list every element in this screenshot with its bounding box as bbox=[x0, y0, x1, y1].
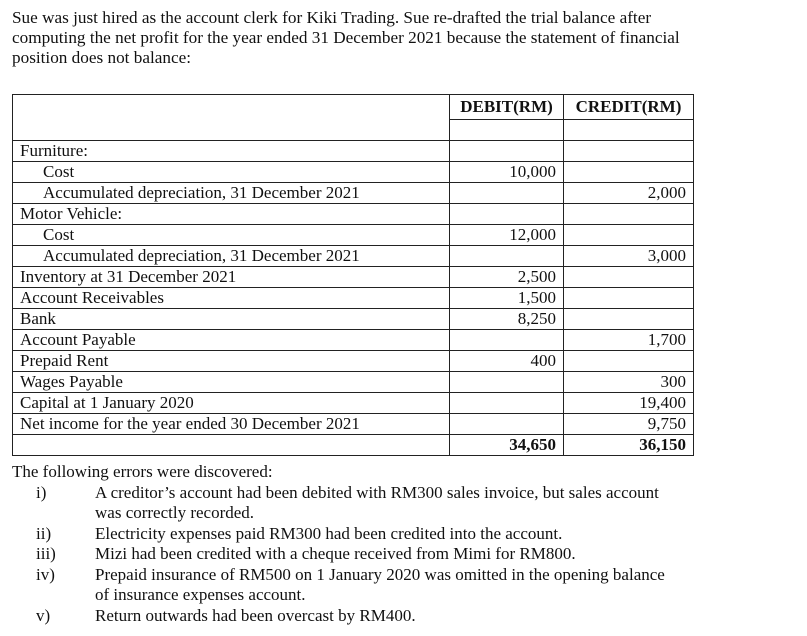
error-number: ii) bbox=[36, 523, 52, 543]
error-number: v) bbox=[36, 605, 51, 625]
table-row bbox=[13, 288, 694, 309]
error-text: A creditor’s account had been debited with RM300 sales invoice, but sales account bbox=[95, 482, 659, 502]
row-label: Furniture: bbox=[13, 141, 450, 162]
row-credit: 9,750 bbox=[564, 414, 694, 435]
row-credit bbox=[564, 204, 694, 225]
row-label: Accumulated depreciation, 31 December 2021 bbox=[13, 246, 450, 267]
table-row bbox=[13, 162, 694, 183]
row-debit bbox=[450, 414, 564, 435]
intro-line: position does not balance: bbox=[12, 48, 192, 67]
table-row bbox=[13, 372, 694, 393]
row-debit: 2,500 bbox=[450, 267, 564, 288]
row-credit bbox=[564, 141, 694, 162]
totals-label bbox=[13, 435, 450, 456]
error-item bbox=[12, 606, 792, 627]
error-text: Mizi had been credited with a cheque received from Mimi for RM800. bbox=[95, 544, 576, 563]
row-credit: 300 bbox=[564, 372, 694, 393]
error-number: i) bbox=[36, 482, 47, 502]
row-debit: 1,500 bbox=[450, 288, 564, 309]
table-row bbox=[13, 393, 694, 414]
table-row bbox=[13, 351, 694, 372]
trial-balance-table bbox=[12, 94, 694, 456]
table-header-row bbox=[13, 95, 694, 120]
row-label: Bank bbox=[13, 309, 450, 330]
row-credit bbox=[564, 267, 694, 288]
row-debit bbox=[450, 246, 564, 267]
row-credit: 3,000 bbox=[564, 246, 694, 267]
row-credit: 1,700 bbox=[564, 330, 694, 351]
table-row bbox=[13, 414, 694, 435]
row-debit bbox=[450, 393, 564, 414]
row-label: Net income for the year ended 30 December 2021 bbox=[13, 414, 450, 435]
row-debit bbox=[450, 204, 564, 225]
error-item bbox=[12, 544, 792, 565]
row-debit: 12,000 bbox=[450, 225, 564, 246]
row-label: Cost bbox=[13, 162, 450, 183]
totals-row bbox=[13, 435, 694, 456]
errors-section bbox=[12, 462, 792, 626]
row-credit bbox=[564, 162, 694, 183]
row-label: Account Payable bbox=[13, 330, 450, 351]
row-debit: 10,000 bbox=[450, 162, 564, 183]
row-debit bbox=[450, 141, 564, 162]
error-text: Electricity expenses paid RM300 had been credited into the account. bbox=[95, 523, 563, 543]
intro-line: computing the net profit for the year ended 31 December 2021 because the statement of financial bbox=[12, 28, 680, 47]
row-label: Capital at 1 January 2020 bbox=[13, 393, 450, 414]
table-row bbox=[13, 267, 694, 288]
table-row bbox=[13, 246, 694, 267]
row-label: Cost bbox=[13, 225, 450, 246]
row-debit: 8,250 bbox=[450, 309, 564, 330]
error-item bbox=[12, 524, 792, 545]
table-row bbox=[13, 183, 694, 204]
row-credit bbox=[564, 309, 694, 330]
row-debit: 400 bbox=[450, 351, 564, 372]
row-label: Prepaid Rent bbox=[13, 351, 450, 372]
row-label: Accumulated depreciation, 31 December 2021 bbox=[13, 183, 450, 204]
row-credit: 2,000 bbox=[564, 183, 694, 204]
row-credit bbox=[564, 351, 694, 372]
label-header bbox=[13, 95, 450, 120]
table-row bbox=[13, 309, 694, 330]
row-credit bbox=[564, 288, 694, 309]
error-item bbox=[12, 565, 792, 606]
error-number: iv) bbox=[36, 564, 55, 584]
row-label: Inventory at 31 December 2021 bbox=[13, 267, 450, 288]
total-debit: 34,650 bbox=[450, 435, 564, 456]
error-item bbox=[12, 483, 792, 524]
table-row bbox=[13, 330, 694, 351]
error-number: iii) bbox=[36, 544, 56, 563]
row-label: Motor Vehicle: bbox=[13, 204, 450, 225]
credit-header: CREDIT(RM) bbox=[564, 95, 694, 120]
intro-line: Sue was just hired as the account clerk for Kiki Trading. Sue re-drafted the trial balance after bbox=[12, 8, 652, 27]
row-label: Account Receivables bbox=[13, 288, 450, 309]
table-row bbox=[13, 225, 694, 246]
debit-header: DEBIT(RM) bbox=[450, 95, 564, 120]
error-text: was correctly recorded. bbox=[95, 503, 255, 522]
row-debit bbox=[450, 330, 564, 351]
error-text: Prepaid insurance of RM500 on 1 January 2020 was omitted in the opening balance bbox=[95, 564, 665, 584]
table-row bbox=[13, 204, 694, 225]
error-text: of insurance expenses account. bbox=[95, 585, 306, 604]
row-label: Wages Payable bbox=[13, 372, 450, 393]
error-text: Return outwards had been overcast by RM400. bbox=[95, 605, 416, 625]
question-intro bbox=[12, 8, 752, 68]
spacer-row bbox=[13, 120, 694, 141]
row-credit bbox=[564, 225, 694, 246]
row-credit: 19,400 bbox=[564, 393, 694, 414]
table-row bbox=[13, 141, 694, 162]
row-debit bbox=[450, 183, 564, 204]
errors-heading: The following errors were discovered: bbox=[12, 462, 273, 481]
total-credit: 36,150 bbox=[564, 435, 694, 456]
row-debit bbox=[450, 372, 564, 393]
